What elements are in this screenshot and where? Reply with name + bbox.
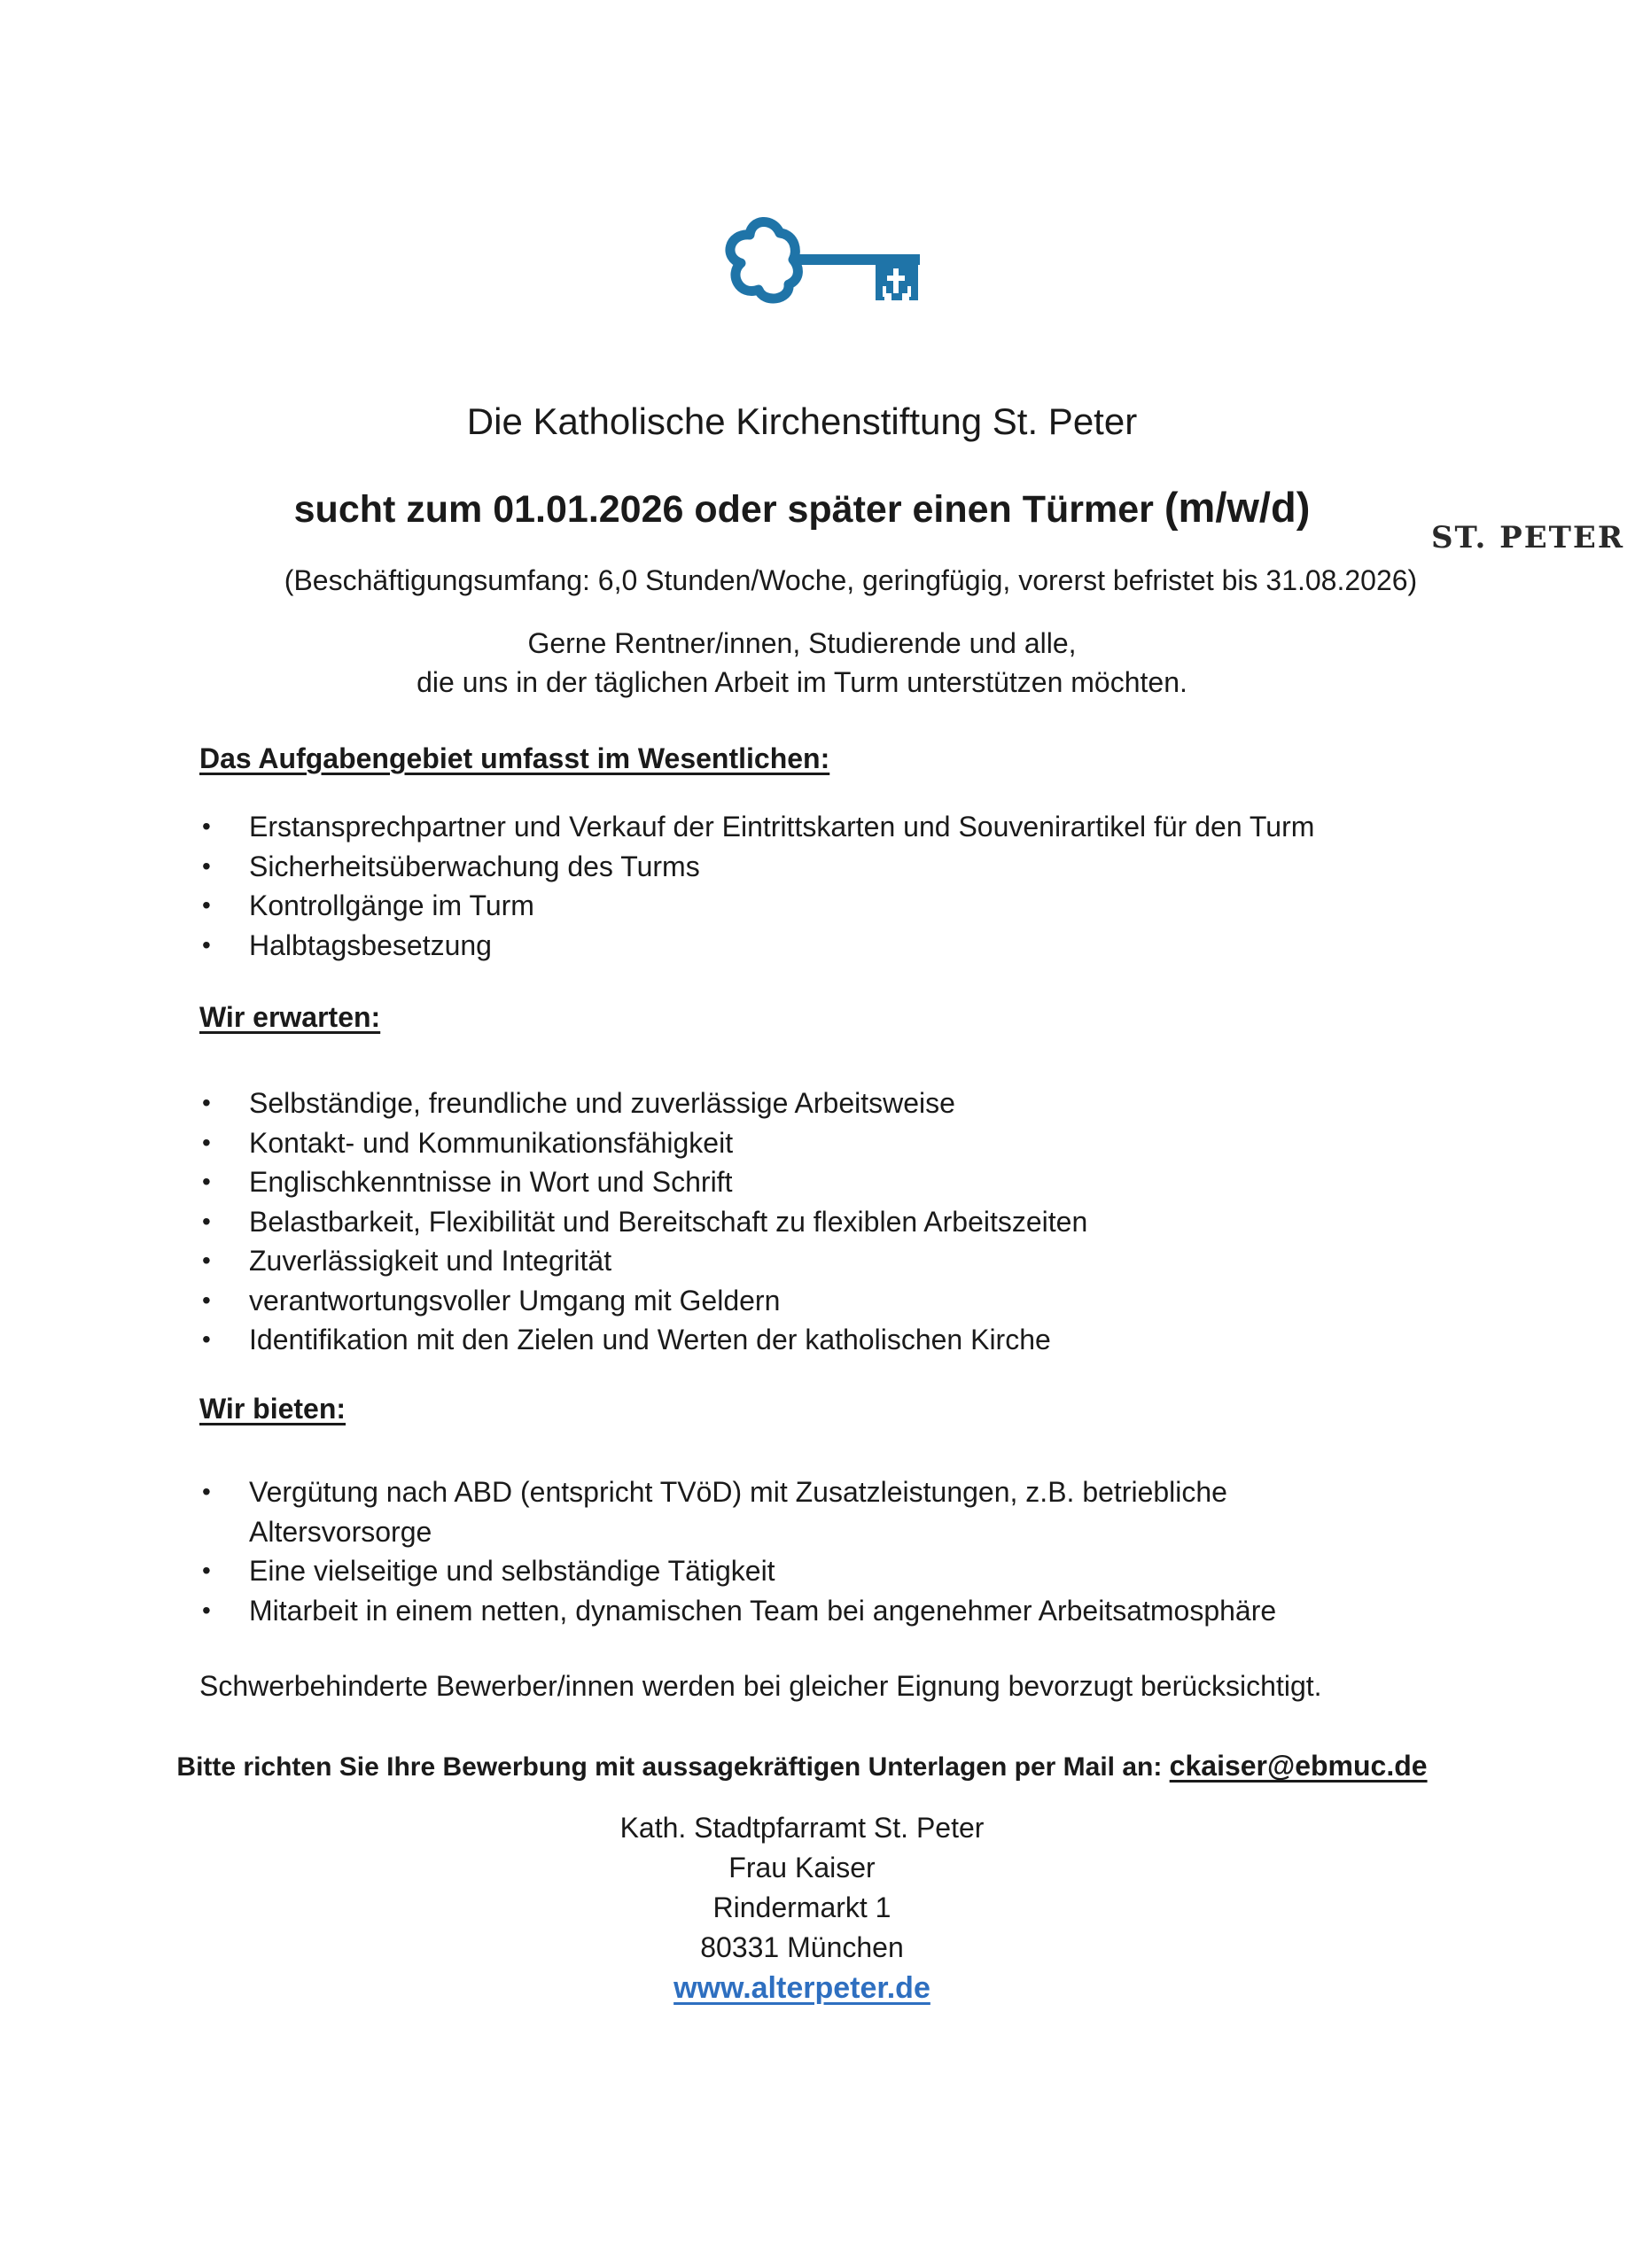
bullet-icon: • xyxy=(202,1168,211,1195)
job-title xyxy=(0,483,1604,532)
contact-street: Rindermarkt 1 xyxy=(712,1891,891,1923)
contact-city: 80331 München xyxy=(700,1931,904,1963)
bullet-icon: • xyxy=(202,1285,211,1314)
bullet-icon: • xyxy=(202,1247,211,1274)
offer-list xyxy=(199,1472,1312,1630)
bullet-icon: • xyxy=(202,851,211,880)
expectations-list xyxy=(199,1084,1087,1360)
bullet-icon: • xyxy=(202,1596,211,1624)
offer-heading: Wir bieten: xyxy=(199,1393,346,1425)
tasks-heading: Das Aufgabengebiet umfasst im Wesentlichen: xyxy=(199,742,830,774)
contact-person: Frau Kaiser xyxy=(728,1852,876,1884)
job-title-gender-suffix: (m/w/d) xyxy=(1164,484,1311,531)
list-item: • Eine vielseitige und selbständige Tätigkeit xyxy=(199,1551,1312,1591)
bullet-icon: • xyxy=(202,891,211,919)
list-item: • Vergütung nach ABD (entspricht TVöD) mit Zusatzleistungen, z.B. betriebliche Altersvorsorge xyxy=(199,1472,1312,1551)
bullet-icon: • xyxy=(202,812,211,840)
list-item: • Kontakt- und Kommunikationsfähigkeit xyxy=(199,1123,1087,1163)
bullet-icon: • xyxy=(202,1089,211,1116)
welcome-line-2: die uns in der täglichen Arbeit im Turm unterstützen möchten. xyxy=(417,666,1187,698)
list-item: • Selbständige, freundliche und zuverlässige Arbeitsweise xyxy=(199,1084,1087,1123)
list-item: • Sicherheitsüberwachung des Turms xyxy=(199,847,1314,887)
list-item: • verantwortungsvoller Umgang mit Geldern xyxy=(199,1281,1087,1321)
list-item: • Zuverlässigkeit und Integrität xyxy=(199,1241,1087,1281)
employment-scope: (Beschäftigungsumfang: 6,0 Stunden/Woche, geringfügig, vorerst befristet bis 31.08.2026) xyxy=(284,564,1418,596)
welcome-line-1: Gerne Rentner/innen, Studierende und alle, xyxy=(527,627,1077,659)
organization-title: Die Katholische Kirchenstiftung St. Peter xyxy=(466,400,1138,442)
application-instruction xyxy=(0,1750,1604,1783)
bullet-icon: • xyxy=(202,1557,211,1584)
list-item: • Identifikation mit den Zielen und Werten der katholischen Kirche xyxy=(199,1320,1087,1360)
logo-text: ST. PETER xyxy=(1431,520,1625,555)
bullet-icon: • xyxy=(202,1478,211,1505)
list-item: • Erstansprechpartner und Verkauf der Eintrittskarten und Souvenirartikel für den Turm xyxy=(199,807,1314,847)
bullet-icon: • xyxy=(202,930,211,959)
website-link[interactable]: www.alterpeter.de xyxy=(673,1971,930,2005)
bullet-icon: • xyxy=(202,1207,211,1235)
key-icon xyxy=(709,208,930,306)
list-item: • Halbtagsbesetzung xyxy=(199,926,1314,966)
list-item: • Englischkenntnisse in Wort und Schrift xyxy=(199,1162,1087,1202)
bullet-icon: • xyxy=(202,1128,211,1156)
email-link[interactable]: ckaiser@ebmuc.de xyxy=(1169,1750,1428,1782)
contact-office: Kath. Stadtpfarramt St. Peter xyxy=(619,1812,985,1844)
website xyxy=(0,1971,1604,2006)
tasks-list xyxy=(199,807,1314,965)
list-item: • Mitarbeit in einem netten, dynamischen Team bei angenehmer Arbeitsatmosphäre xyxy=(199,1591,1312,1631)
application-text: Bitte richten Sie Ihre Bewerbung mit aussagekräftigen Unterlagen per Mail an: xyxy=(176,1752,1163,1782)
list-item: • Belastbarkeit, Flexibilität und Bereitschaft zu flexiblen Arbeitszeiten xyxy=(199,1202,1087,1242)
disability-note: Schwerbehinderte Bewerber/innen werden bei gleicher Eignung bevorzugt berücksichtigt. xyxy=(199,1670,1322,1702)
expectations-heading: Wir erwarten: xyxy=(199,1001,381,1033)
job-title-text: sucht zum 01.01.2026 oder später einen Türmer xyxy=(293,488,1154,531)
list-item: • Kontrollgänge im Turm xyxy=(199,886,1314,926)
bullet-icon: • xyxy=(202,1325,211,1353)
